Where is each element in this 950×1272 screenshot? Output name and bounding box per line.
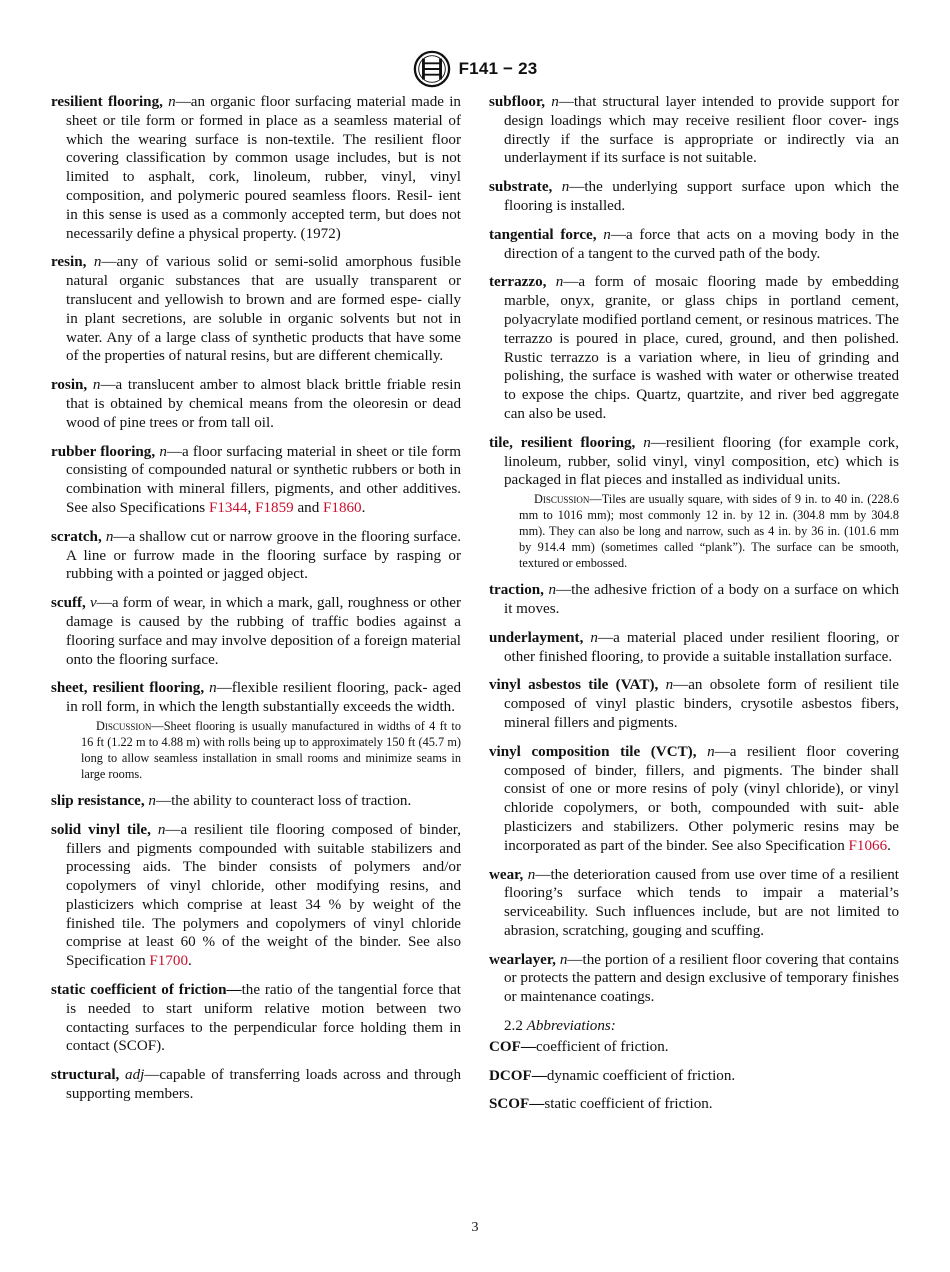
definition-text: —a shallow cut or narrow groove in the flooring surface. A line or furrow made in the flooring surface by rasping or rubbing with a pointed or jagged object. <box>66 528 461 583</box>
definition-text: static coefficient of friction. <box>544 1096 713 1113</box>
astm-logo-icon <box>413 50 451 88</box>
definition-resilient-flooring <box>51 93 461 243</box>
term: COF— <box>489 1038 536 1055</box>
left-column <box>51 93 461 1114</box>
part-of-speech: n <box>92 377 101 394</box>
definition-rosin <box>51 376 461 432</box>
term: static coefficient of friction— <box>51 982 242 999</box>
part-of-speech: adj <box>125 1067 145 1084</box>
definition-wearlayer <box>489 951 899 1007</box>
definition-text: —the portion of a resilient floor covering that contains or protects the pattern and design exclusive of temporary finishes or maintenance coatings. <box>504 951 899 1006</box>
definition-text: —a form of mosaic flooring made by embedding marble, onyx, granite, or glass chips in portland cement, polyacrylate modified portland cement, or resinous matrices. The terrazzo is poured in place, cured, ground, and then polished. Rustic terrazzo is a variation where, in lieu of grinding and polishing, the surface is washed with water or otherwise treated to expose the chips. Quartz, quartzite, and river bed aggregate can also be used. <box>504 274 899 422</box>
definition-text: the ratio of the tangential force that is needed to start uniform relative motion between two contacting surfaces to the perpendicular force holding them in contact (SCOF). <box>66 982 461 1055</box>
definition-text: —an obsolete form of resilient tile composed of vinyl plastic binders, crysotile asbestos fibers, mineral fillers and pigments. <box>504 677 899 731</box>
section-heading-abbreviations <box>489 1017 899 1036</box>
discussion-label: Discussion <box>96 718 152 733</box>
definition-text: —the deterioration caused from use over time of a resilient flooring’s surface which tends to impair a material’s serviceability. Such influences include, but are not limited to abrasion, scratching, gouging and scuffing. <box>504 866 900 939</box>
part-of-speech: n <box>555 274 564 291</box>
definition-rubber-flooring <box>51 443 461 518</box>
part-of-speech: n <box>148 792 156 809</box>
terminal-period: . <box>887 837 891 854</box>
term: substrate, <box>489 179 553 196</box>
term: tile, resilient flooring, <box>489 434 636 451</box>
part-of-speech: n <box>527 866 536 883</box>
definition-text: —a form of wear, in which a mark, gall, roughness or other damage is caused by the rubbing of traffic bodies against a flooring surface and may involve deposition of a foreign material onto the flooring surface. <box>66 595 461 668</box>
discussion-note <box>504 491 899 571</box>
discussion-note <box>66 718 461 782</box>
definition-solid-vinyl-tile <box>51 821 461 971</box>
term: tangential force, <box>489 226 597 243</box>
abbreviation-scof <box>489 1095 899 1114</box>
term: structural, <box>51 1067 120 1084</box>
terminal-period: . <box>188 953 192 970</box>
part-of-speech: n <box>559 951 568 968</box>
abbreviation-cof <box>489 1038 899 1057</box>
definition-scuff <box>51 594 461 669</box>
section-number: 2.2 <box>504 1018 523 1035</box>
term: DCOF— <box>489 1067 547 1084</box>
definition-tile-resilient-flooring <box>489 434 899 571</box>
definition-resin <box>51 253 461 366</box>
part-of-speech: n <box>643 434 651 451</box>
spec-link-f1344[interactable]: F1344 <box>208 499 248 516</box>
definition-text: coefficient of friction. <box>535 1038 669 1055</box>
spec-link-f1066[interactable]: F1066 <box>848 837 888 854</box>
part-of-speech: n <box>603 226 611 243</box>
term: subfloor, <box>489 94 546 110</box>
term: wearlayer, <box>489 951 556 968</box>
right-column <box>489 93 899 1124</box>
term: slip resistance, <box>51 792 145 809</box>
definition-text: —a material placed under resilient flooring, or other finished flooring, to provide a suitable installation surface. <box>504 629 899 665</box>
term: scuff, <box>51 595 86 612</box>
definition-text: dynamic coefficient of friction. <box>546 1067 736 1084</box>
term: underlayment, <box>489 629 584 646</box>
discussion-text: —Sheet flooring is usually manufactured in widths of 4 ft to 16 ft (1.22 m to 4.88 m) with rolls being up to approximately 150 ft (45.7 m) long to allow seamless installation in small rooms and minimize seams in large rooms. <box>81 718 461 781</box>
page-header <box>0 50 950 88</box>
abbreviation-dcof <box>489 1067 899 1086</box>
discussion-label: Discussion <box>534 492 590 507</box>
term: scratch, <box>51 528 102 545</box>
separator: and <box>293 499 324 516</box>
part-of-speech: n <box>105 528 114 545</box>
definition-wear <box>489 866 899 941</box>
page-number: 3 <box>471 1220 479 1235</box>
definition-substrate <box>489 178 899 216</box>
separator: , <box>247 499 256 516</box>
term: vinyl composition tile (VCT), <box>489 743 697 760</box>
term: vinyl asbestos tile (VAT), <box>489 677 659 694</box>
definition-text: —an organic floor surfacing material made in sheet or tile form or formed in place as a seamless material of which the wearing surface is non-textile. The resilient floor covering classification by common usage includes, but is not limited to asphalt, cork, linoleum, rubber, vinyl, vinyl composition, and polymeric poured seamless floors. Resil- ient in this sense is used as a commonly accepted term, but does not necessarily define a physical property. (1972) <box>66 94 461 242</box>
spec-link-f1859[interactable]: F1859 <box>255 499 294 516</box>
definition-tangential-force <box>489 226 899 264</box>
part-of-speech: n <box>159 443 167 460</box>
definition-text: —the adhesive friction of a body on a surface on which it moves. <box>504 582 899 617</box>
definition-text: —flexible resilient flooring, pack- aged in roll form, in which the length substantially exceeds the width. <box>66 680 461 716</box>
definition-subfloor <box>489 93 899 168</box>
spec-link-f1860[interactable]: F1860 <box>323 499 362 516</box>
definition-text: —a translucent amber to almost black brittle friable resin that is obtained by chemical means from the oleoresin or dead wood of pine trees or from tall oil. <box>66 377 462 431</box>
definition-text: —capable of transferring loads across and through supporting members. <box>66 1067 461 1103</box>
part-of-speech: n <box>548 582 557 599</box>
definition-text: —a floor surfacing material in sheet or tile form consisting of compounded natural or synthetic rubbers or both in combination with mineral fillers, pigments, and other additives. See also Specifications <box>66 443 462 516</box>
term: resilient flooring, <box>51 94 163 110</box>
term: SCOF— <box>489 1096 545 1113</box>
definition-structural <box>51 1066 461 1104</box>
part-of-speech: n <box>707 743 715 760</box>
part-of-speech: n <box>665 677 674 694</box>
definition-terrazzo <box>489 273 899 423</box>
definition-sheet-resilient-flooring <box>51 679 461 782</box>
definition-static-coefficient-of-friction <box>51 981 461 1056</box>
terminal-period: . <box>361 499 366 516</box>
part-of-speech: n <box>157 821 166 838</box>
part-of-speech: n <box>209 680 217 697</box>
term: sheet, resilient flooring, <box>51 680 205 697</box>
part-of-speech: v <box>90 595 97 612</box>
part-of-speech: n <box>93 254 102 271</box>
definition-vinyl-asbestos-tile <box>489 676 899 732</box>
definition-slip-resistance <box>51 792 461 811</box>
part-of-speech: n <box>590 629 598 646</box>
definition-vinyl-composition-tile <box>489 743 899 856</box>
definition-text: —resilient flooring (for example cork, linoleum, rubber, solid vinyl, vinyl composition, etc) which is packaged in flat pieces and installed as individual units. <box>504 434 900 489</box>
definition-underlayment <box>489 629 899 667</box>
definition-text: —a resilient tile flooring composed of binder, fillers and pigments compounded with suitable stabilizers and processing aids. The binder consists of polymers and/or copolymers of vinyl chloride, other modifying resins, and plasticizers which comprise at least 34 % by weight of the finished tile. The polymers and copolymers of vinyl chloride comprise at least 60 % of the weight of the binder. See also Specification <box>66 821 461 970</box>
spec-link-f1700[interactable]: F1700 <box>149 953 188 970</box>
definition-text: —the underlying support surface upon which the flooring is installed. <box>504 179 899 214</box>
definition-traction <box>489 581 899 619</box>
definition-text: —a force that acts on a moving body in the direction of a tangent to the curved path of the body. <box>504 226 899 262</box>
definition-text: —the ability to counteract loss of traction. <box>155 792 412 809</box>
standard-designation: F141 − 23 <box>458 59 538 78</box>
definition-text: —any of various solid or semi-solid amorphous fusible natural organic substances that are usually transparent or translucent and yellowish to brown and are formed espe- cially in plant secretions, are soluble in organic solvents but not in water. Any of a large class of synthetic products that have some of the properties of natural resins, but are different chemically. <box>66 254 461 365</box>
term: rosin, <box>51 377 88 394</box>
discussion-text: —Tiles are usually square, with sides of 9 in. to 40 in. (228.6 mm to 1016 mm); most commonly 12 in. by 12 in. (304.8 mm by 304.8 mm). They can also be long and narrow, such as 4 in. by 36 in. (101.6 mm by 914.4 mm) (sometimes called “plank”). The surface can be smooth, textured or embossed. <box>519 492 899 571</box>
definition-text: —a resilient floor covering composed of binder, fillers, and pigments. The binder shall consist of one or more resins of poly (vinyl chloride), or vinyl chloride copolymers, or both, compounded with suit- able plasticizers and stabilizers. Other polymeric resins may be incorporated as part of the binder. See also Specification <box>504 743 899 854</box>
term: solid vinyl tile, <box>51 821 151 838</box>
part-of-speech: n <box>561 179 570 196</box>
term: resin, <box>51 254 87 271</box>
part-of-speech: n <box>168 94 176 110</box>
term: rubber flooring, <box>51 443 156 460</box>
term: terrazzo, <box>489 274 547 291</box>
definition-text: —that structural layer intended to provide support for design loadings which may receive resilient floor cover- ings directly if the surface is appropriate or indirectly via an underlayment if its surface is not suitable. <box>504 94 899 167</box>
section-title: Abbreviations: <box>526 1018 616 1035</box>
part-of-speech: n <box>551 94 559 110</box>
definition-scratch <box>51 528 461 584</box>
term: traction, <box>489 582 544 599</box>
term: wear, <box>489 866 524 883</box>
